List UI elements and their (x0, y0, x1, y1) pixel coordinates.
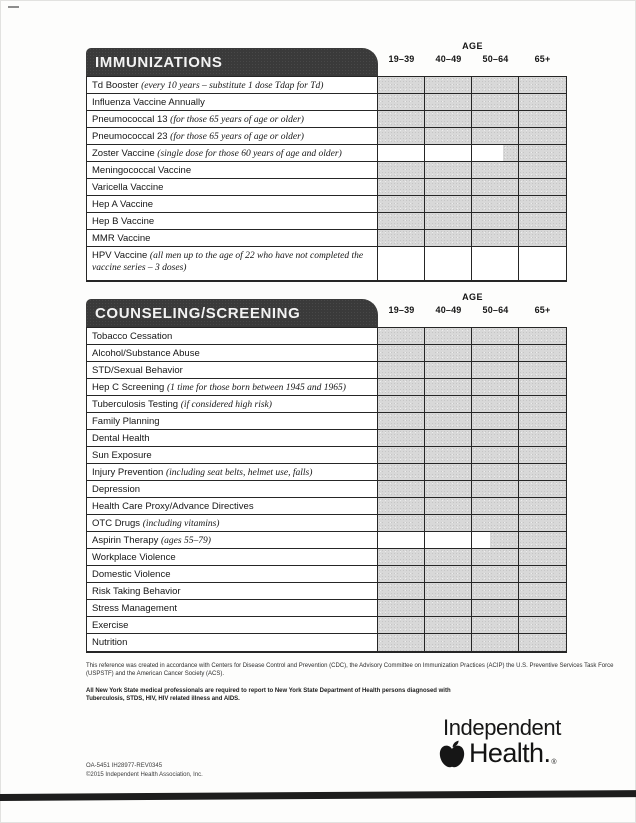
row-label: Pneumococcal 13 (for those 65 years of age or older) (87, 111, 378, 127)
row-label: MMR Vaccine (87, 230, 378, 246)
row-label: Health Care Proxy/Advance Directives (87, 498, 378, 514)
age-cell (425, 481, 472, 497)
state-reporting-notice: All New York State medical professionals are required to report to New York State Department of Health persons diagnosed with Tuberculosis, STDS, HIV, HIV related illness and AIDS. (86, 688, 451, 702)
age-cell (519, 498, 566, 514)
age-cell (519, 345, 566, 361)
age-cell (472, 111, 519, 127)
age-cell (378, 179, 425, 195)
age-cell (378, 634, 425, 651)
age-cell (519, 481, 566, 497)
table-row (87, 549, 566, 566)
counseling-age-columns (378, 305, 567, 315)
age-cell (425, 77, 472, 93)
row-note: (for those 65 years of age or older) (170, 131, 304, 142)
age-cell (378, 481, 425, 497)
age-cell (425, 247, 472, 280)
age-cell (472, 566, 519, 582)
age-cell (519, 94, 566, 110)
row-label: Hep A Vaccine (87, 196, 378, 212)
row-note: (all men up to the age of 22 who have not completed the vaccine series – 3 doses) (92, 250, 364, 273)
row-note: (for those 65 years of age or older) (170, 114, 304, 125)
age-cell (425, 213, 472, 229)
table-row (87, 566, 566, 583)
age-cell (378, 213, 425, 229)
row-note: (including seat belts, helmet use, falls) (165, 467, 313, 478)
logo-line2 (437, 736, 624, 770)
partial-shade (503, 145, 519, 161)
table-row (87, 379, 566, 396)
table-row (87, 498, 566, 515)
age-cell (519, 145, 566, 161)
immunizations-title-bar (86, 48, 378, 76)
row-label: Td Booster (every 10 years – substitute 1 dose Tdap for Td) (87, 77, 378, 93)
row-label: Injury Prevention (including seat belts, helmet use, falls) (87, 464, 378, 480)
immunizations-age-columns (378, 54, 567, 64)
row-label: Hep C Screening (1 time for those born between 1945 and 1965) (87, 379, 378, 395)
age-cell (472, 583, 519, 599)
counseling-title: COUNSELING/SCREENING (95, 304, 301, 322)
age-column-label: 40–49 (435, 305, 462, 315)
table-row (87, 396, 566, 413)
age-cell (519, 413, 566, 429)
age-cell (472, 549, 519, 565)
age-cell (378, 128, 425, 144)
age-cell (472, 515, 519, 531)
age-cell (378, 145, 425, 161)
row-label: Hep B Vaccine (87, 213, 378, 229)
copyright: ©2015 Independent Health Association, Inc. (86, 771, 203, 778)
age-cell (378, 583, 425, 599)
table-row (87, 247, 566, 280)
row-label: Aspirin Therapy (ages 55–79) (87, 532, 378, 548)
age-cell (425, 430, 472, 446)
age-cell (519, 128, 566, 144)
reference-footnote: This reference was created in accordance with Centers for Disease Control and Prevention (CDC), the Advisory Committee on Immunization Practices (ACIP) the U.S. Preventive Services Task Force (USPSTF) and the American Cancer Society (ACS). (86, 663, 614, 677)
row-label: Meningococcal Vaccine (87, 162, 378, 178)
age-cell (472, 600, 519, 616)
age-cell (519, 600, 566, 616)
row-label: Workplace Violence (87, 549, 378, 565)
row-label: Tobacco Cessation (87, 328, 378, 344)
row-label: Zoster Vaccine (single dose for those 60 years of age and older) (87, 145, 378, 161)
age-cell (378, 379, 425, 395)
row-note: (single dose for those 60 years of age and older) (157, 148, 342, 159)
age-cell (519, 247, 566, 280)
age-cell (472, 413, 519, 429)
row-label: Tuberculosis Testing (if considered high risk) (87, 396, 378, 412)
age-cell (472, 447, 519, 463)
age-cell (519, 379, 566, 395)
counseling-section (86, 292, 567, 653)
age-header-label: AGE (462, 292, 483, 302)
table-row (87, 145, 566, 162)
age-cell (519, 213, 566, 229)
age-cell (472, 362, 519, 378)
age-cell (425, 532, 472, 548)
age-cell (425, 464, 472, 480)
table-row (87, 77, 566, 94)
table-row (87, 213, 566, 230)
table-row (87, 128, 566, 145)
table-row (87, 162, 566, 179)
immunizations-age-header (378, 41, 567, 76)
row-label: Depression (87, 481, 378, 497)
age-cell (425, 566, 472, 582)
row-label: STD/Sexual Behavior (87, 362, 378, 378)
counseling-rows (86, 327, 567, 653)
age-cell (519, 111, 566, 127)
age-cell (519, 77, 566, 93)
table-row (87, 345, 566, 362)
age-cell (472, 481, 519, 497)
age-cell (472, 396, 519, 412)
row-note: (every 10 years – substitute 1 dose Tdap for Td) (141, 80, 324, 91)
age-cell (519, 566, 566, 582)
age-cell (378, 464, 425, 480)
age-cell (425, 379, 472, 395)
table-row (87, 413, 566, 430)
partial-shade (490, 532, 518, 548)
age-cell (519, 583, 566, 599)
age-cell (519, 617, 566, 633)
age-cell (519, 362, 566, 378)
age-cell (378, 94, 425, 110)
age-column-label: 65+ (534, 305, 551, 315)
age-cell (472, 196, 519, 212)
row-label: Pneumococcal 23 (for those 65 years of age or older) (87, 128, 378, 144)
row-label: Sun Exposure (87, 447, 378, 463)
counseling-age-header (378, 292, 567, 327)
age-cell (472, 77, 519, 93)
age-cell (425, 328, 472, 344)
table-row (87, 600, 566, 617)
row-label: Nutrition (87, 634, 378, 651)
row-label: Dental Health (87, 430, 378, 446)
row-label: Risk Taking Behavior (87, 583, 378, 599)
age-cell (378, 515, 425, 531)
age-column-label: 40–49 (435, 54, 462, 64)
age-cell (425, 196, 472, 212)
row-label: Alcohol/Substance Abuse (87, 345, 378, 361)
age-cell (425, 498, 472, 514)
age-cell (472, 247, 519, 280)
counseling-title-bar (86, 299, 378, 327)
age-cell (472, 145, 519, 161)
age-cell (378, 396, 425, 412)
age-column-label: 50–64 (482, 305, 509, 315)
table-row (87, 196, 566, 213)
age-cell (425, 600, 472, 616)
form-code: OA-5451 IH28977-REV0345 (86, 763, 163, 769)
immunizations-title: IMMUNIZATIONS (95, 53, 223, 71)
logo-health-text: Health. (469, 737, 551, 768)
age-cell (425, 362, 472, 378)
age-cell (425, 145, 472, 161)
age-column-label: 19–39 (388, 305, 415, 315)
scan-artifact (8, 6, 19, 8)
row-label: Varicella Vaccine (87, 179, 378, 195)
scan-bottom-bar (0, 790, 636, 801)
age-cell (472, 230, 519, 246)
age-cell (425, 413, 472, 429)
age-cell (425, 583, 472, 599)
registered-mark: ® (551, 759, 557, 766)
table-row (87, 515, 566, 532)
age-cell (519, 230, 566, 246)
age-cell (378, 345, 425, 361)
age-cell (378, 77, 425, 93)
age-cell (425, 447, 472, 463)
age-cell (425, 179, 472, 195)
row-label: HPV Vaccine (all men up to the age of 22 who have not completed the vaccine series – 3 doses) (87, 247, 378, 280)
age-cell (519, 515, 566, 531)
logo-line1: Independent (443, 715, 561, 740)
age-cell (425, 94, 472, 110)
age-cell (378, 328, 425, 344)
age-column-label: 19–39 (388, 54, 415, 64)
age-column-label: 65+ (534, 54, 551, 64)
age-cell (425, 111, 472, 127)
row-label: Domestic Violence (87, 566, 378, 582)
age-cell (519, 549, 566, 565)
age-cell (519, 430, 566, 446)
age-cell (519, 162, 566, 178)
row-note: (including vitamins) (142, 518, 220, 529)
age-cell (519, 447, 566, 463)
age-cell (472, 179, 519, 195)
age-cell (425, 230, 472, 246)
row-label: Stress Management (87, 600, 378, 616)
table-row (87, 532, 566, 549)
table-row (87, 430, 566, 447)
age-cell (472, 162, 519, 178)
age-cell (425, 515, 472, 531)
age-cell (378, 162, 425, 178)
table-row (87, 464, 566, 481)
row-label: Influenza Vaccine Annually (87, 94, 378, 110)
age-cell (519, 634, 566, 651)
age-cell (378, 230, 425, 246)
age-cell (472, 634, 519, 651)
age-cell (472, 498, 519, 514)
row-note: (ages 55–79) (161, 535, 211, 546)
age-cell (378, 498, 425, 514)
age-cell (425, 549, 472, 565)
age-cell (472, 94, 519, 110)
age-cell (378, 447, 425, 463)
age-cell (472, 328, 519, 344)
table-row (87, 481, 566, 498)
table-row (87, 583, 566, 600)
age-column-label: 50–64 (482, 54, 509, 64)
age-cell (519, 328, 566, 344)
age-cell (378, 566, 425, 582)
age-cell (472, 532, 519, 548)
age-header-label: AGE (462, 41, 483, 51)
age-cell (472, 213, 519, 229)
table-row (87, 94, 566, 111)
table-row (87, 328, 566, 345)
table-row (87, 617, 566, 634)
age-cell (378, 413, 425, 429)
age-cell (378, 617, 425, 633)
form-codes (86, 762, 203, 779)
age-cell (378, 430, 425, 446)
age-cell (425, 634, 472, 651)
row-label: Family Planning (87, 413, 378, 429)
age-cell (378, 549, 425, 565)
table-row (87, 634, 566, 651)
row-label: OTC Drugs (including vitamins) (87, 515, 378, 531)
age-cell (425, 128, 472, 144)
age-cell (519, 396, 566, 412)
age-cell (378, 600, 425, 616)
table-row (87, 447, 566, 464)
age-cell (378, 247, 425, 280)
age-cell (378, 196, 425, 212)
age-cell (472, 379, 519, 395)
table-row (87, 362, 566, 379)
age-cell (425, 396, 472, 412)
table-row (87, 179, 566, 196)
age-cell (378, 532, 425, 548)
immunizations-section (86, 41, 567, 282)
row-note: (1 time for those born between 1945 and 1965) (166, 382, 346, 393)
apple-icon (437, 740, 467, 770)
age-cell (472, 430, 519, 446)
age-cell (425, 345, 472, 361)
age-cell (378, 362, 425, 378)
age-cell (519, 464, 566, 480)
age-cell (519, 196, 566, 212)
age-cell (425, 617, 472, 633)
age-cell (472, 345, 519, 361)
age-cell (378, 111, 425, 127)
age-cell (472, 617, 519, 633)
age-cell (472, 128, 519, 144)
row-note: (if considered high risk) (180, 399, 272, 410)
age-cell (472, 464, 519, 480)
immunizations-rows (86, 76, 567, 282)
table-row (87, 230, 566, 247)
independent-health-logo (429, 715, 624, 770)
row-label: Exercise (87, 617, 378, 633)
table-row (87, 111, 566, 128)
age-cell (519, 532, 566, 548)
age-cell (425, 162, 472, 178)
age-cell (519, 179, 566, 195)
